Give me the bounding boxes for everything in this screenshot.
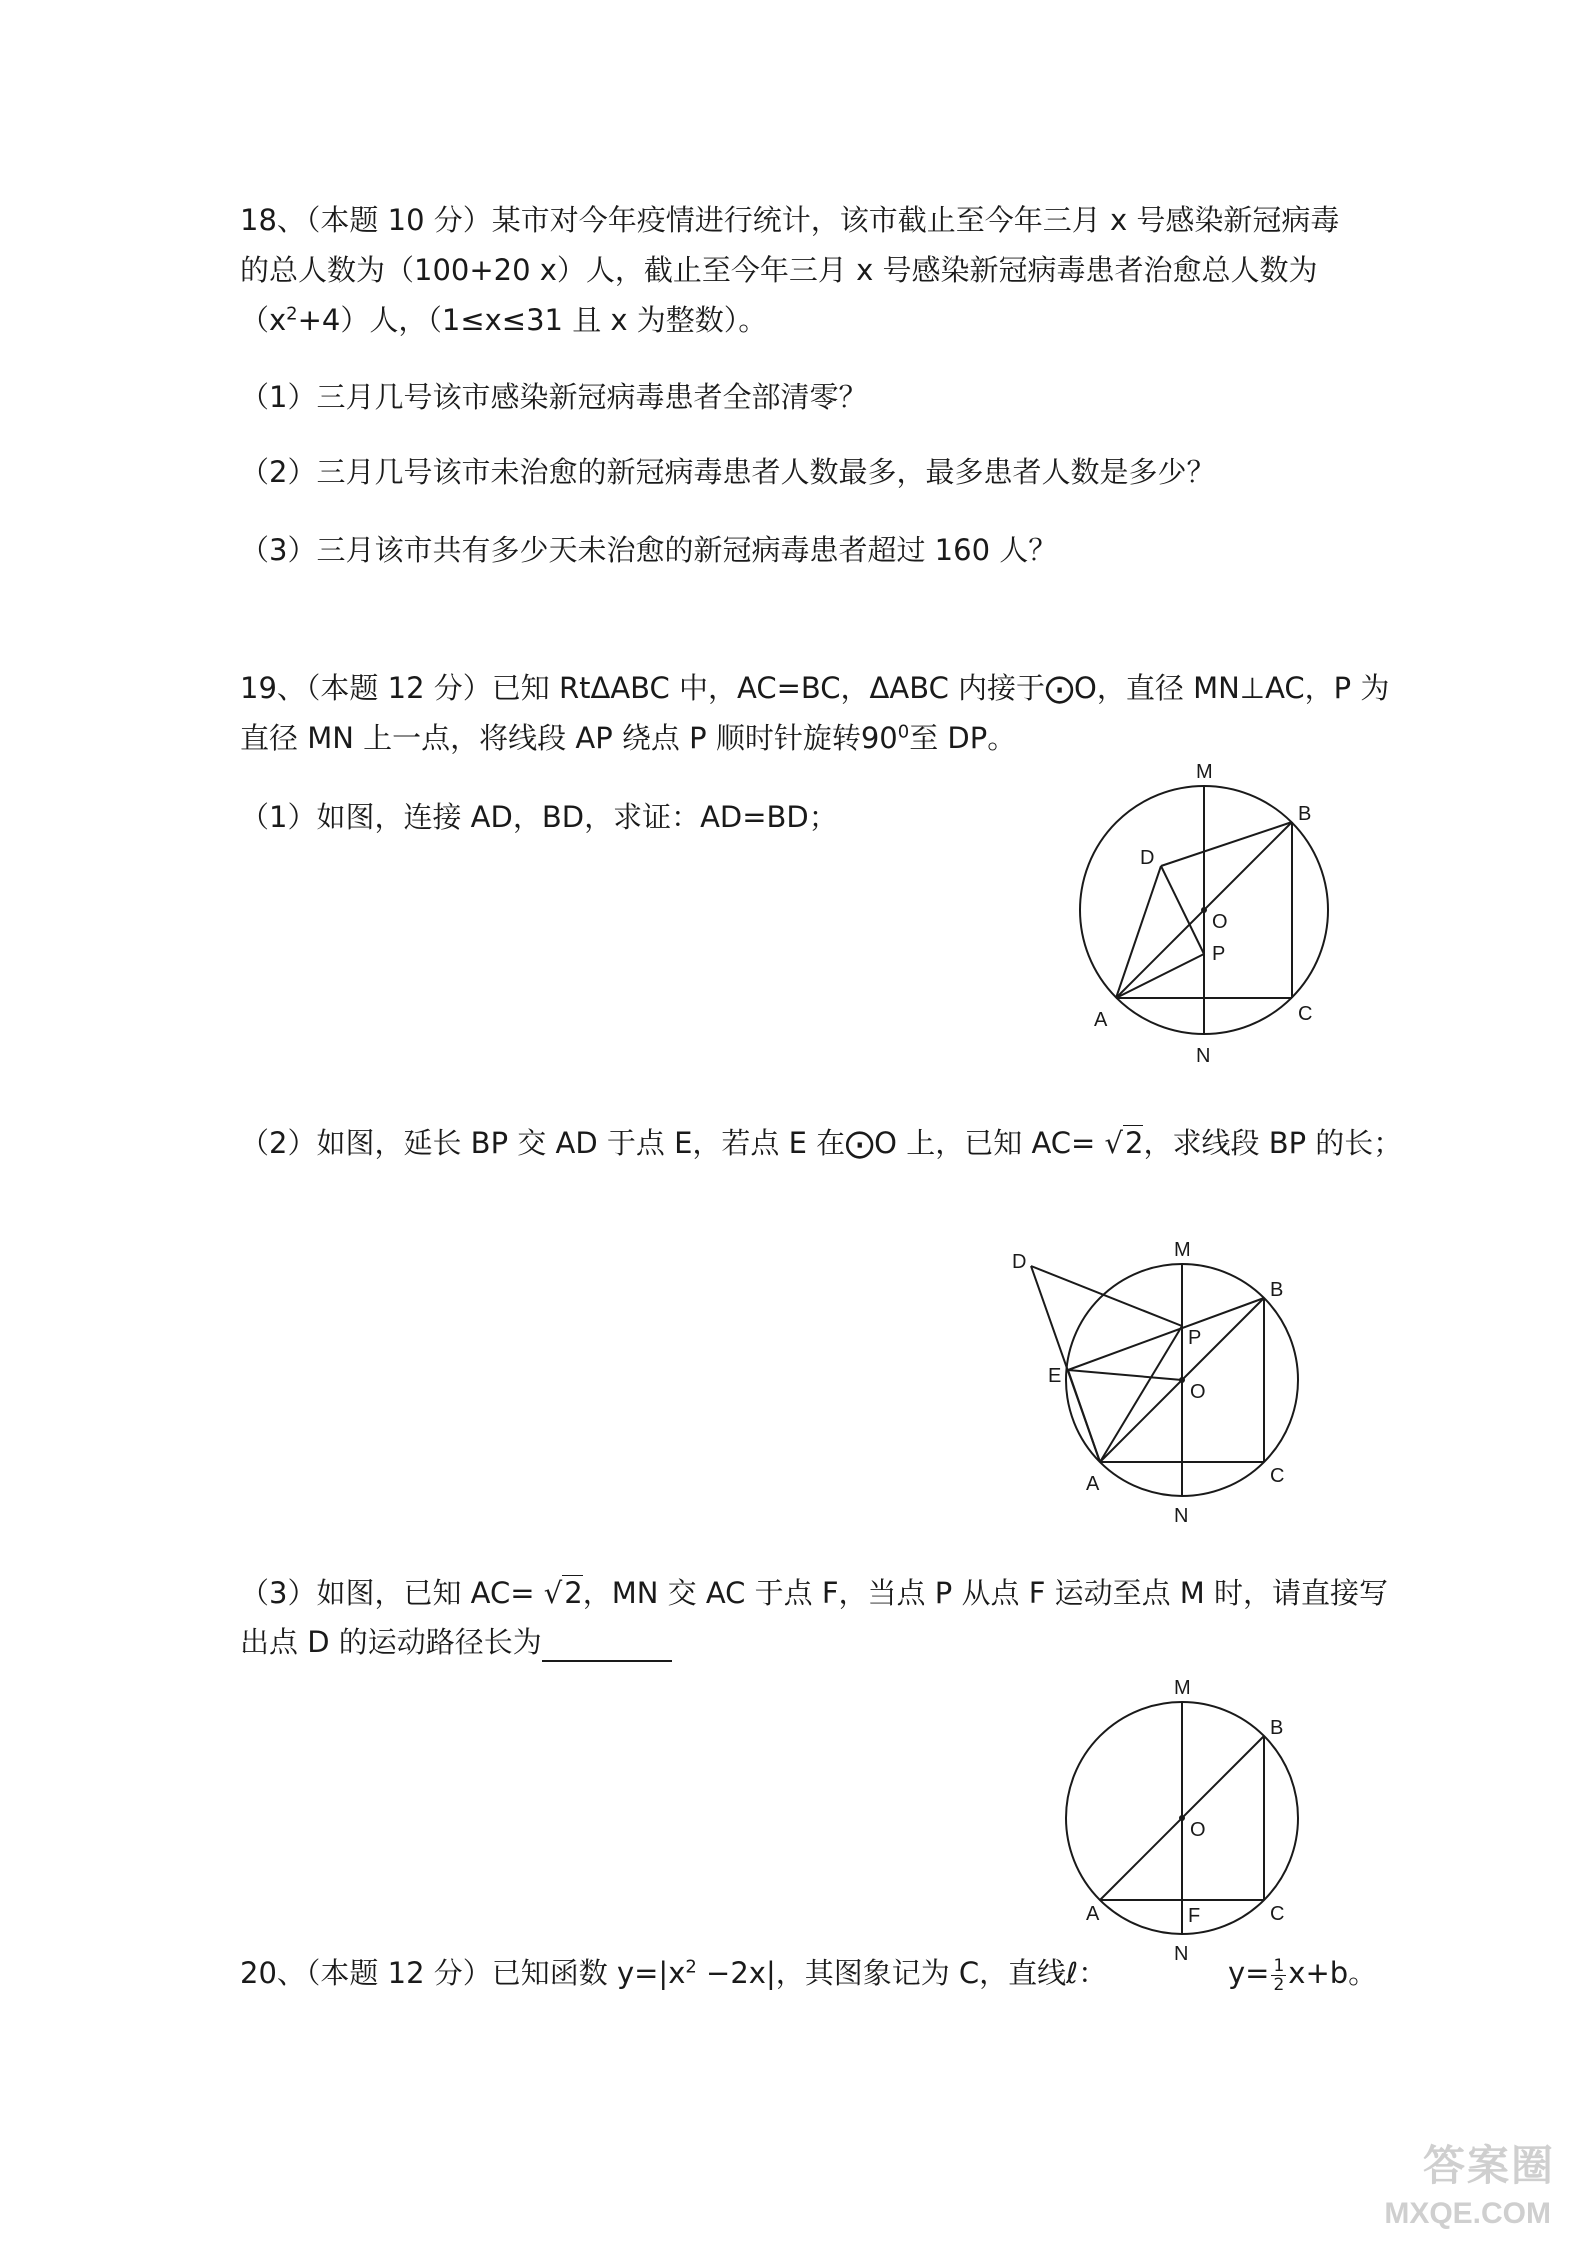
q20-line-equation: y= $\frac{1}{2}$ x+b。 xyxy=(1228,1955,1378,1995)
q18-sub3: （3）三月该市共有多少天未治愈的新冠病毒患者超过 160 人？ xyxy=(240,533,1058,567)
q19-sub2: （2）如图，延长 BP 交 AD 于点 E，若点 E 在⨀O 上，已知 AC= √2，求线段 BP 的长； xyxy=(240,1126,1403,1160)
fig2-label-E: E xyxy=(1048,1365,1062,1387)
fig2-segment-AP xyxy=(1100,1326,1182,1462)
fig2-label-A: A xyxy=(1086,1473,1100,1495)
fig2-segment-DP xyxy=(1031,1266,1182,1326)
watermark-url: MXQE.COM xyxy=(1384,2197,1551,2230)
fig3-label-M: M xyxy=(1174,1677,1191,1699)
fig2-segment-EB xyxy=(1068,1298,1264,1370)
fig3-label-A: A xyxy=(1086,1903,1100,1925)
fig3-label-O: O xyxy=(1190,1819,1206,1841)
fig1-label-B: B xyxy=(1298,803,1312,825)
fig2-label-B: B xyxy=(1270,1279,1284,1301)
fig2-segment-EO xyxy=(1068,1370,1182,1380)
q19-sub3-line2: 出点 D 的运动路径长为 xyxy=(240,1622,672,1662)
fig2-label-C: C xyxy=(1270,1465,1285,1487)
fig1-segment-DB xyxy=(1161,822,1292,866)
fig1-center-dot xyxy=(1201,907,1207,913)
fig2-label-P: P xyxy=(1188,1327,1202,1349)
sqrt-symbol: √ xyxy=(543,1576,563,1610)
fig1-label-A: A xyxy=(1094,1009,1108,1031)
q19-sub1: （1）如图，连接 AD，BD，求证：AD=BD； xyxy=(240,800,838,834)
fig2-label-M: M xyxy=(1174,1239,1191,1261)
watermark-logo: 答案圈 xyxy=(1422,2142,1555,2189)
fig1-label-N: N xyxy=(1196,1045,1211,1067)
q18-line3: $(x^2+4)$人，（1≤x≤31 且 x 为整数）。 xyxy=(240,303,768,337)
q20-line: 20、（本题 12 分）已知函数 $y=|x^2 -2x|$，其图象记为 C，直线ℓ： xyxy=(240,1956,1108,1990)
fig2-segment-EA xyxy=(1068,1370,1100,1462)
fig1-label-C: C xyxy=(1298,1003,1313,1025)
q18-sub2: （2）三月几号该市未治愈的新冠病毒患者人数最多，最多患者人数是多少？ xyxy=(240,455,1216,489)
figure-2 xyxy=(1031,1264,1298,1496)
q18-line2: 的总人数为（100+20 x）人，截止至今年三月 x 号感染新冠病毒患者治愈总人数为 xyxy=(240,253,1318,287)
fig1-segment-DP xyxy=(1161,866,1204,954)
q19-line2: 直径 MN 上一点，将线段 AP 绕点 P 顺时针旋转$90^0$至 DP。 xyxy=(240,721,1017,755)
fig3-label-B: B xyxy=(1270,1717,1284,1739)
fig3-label-C: C xyxy=(1270,1903,1285,1925)
fig2-label-N: N xyxy=(1174,1505,1189,1527)
q19-sub3-line1: （3）如图，已知 AC= √2，MN 交 AC 于点 F，当点 P 从点 F 运动至点 M 时，请直接写 xyxy=(240,1576,1389,1610)
q19-line1: 19、（本题 12 分）已知 RtΔABC 中，AC=BC，ΔABC 内接于⨀O，直径 MN⊥AC，P 为 xyxy=(240,671,1390,705)
q18-sub1: （1）三月几号该市感染新冠病毒患者全部清零？ xyxy=(240,380,868,414)
fig2-label-O: O xyxy=(1190,1381,1206,1403)
sqrt-symbol: √ xyxy=(1104,1126,1124,1160)
fig3-label-N: N xyxy=(1174,1943,1189,1965)
fig1-label-O: O xyxy=(1212,911,1228,933)
fig1-label-P: P xyxy=(1212,943,1226,965)
fig1-label-M: M xyxy=(1196,761,1213,783)
fig3-center-dot xyxy=(1179,1815,1185,1821)
fig2-center-dot xyxy=(1179,1377,1185,1383)
fraction-half: $\frac{1}{2}$ xyxy=(1273,1955,1285,1995)
fig2-label-D: D xyxy=(1012,1251,1027,1273)
fig3-label-F: F xyxy=(1188,1905,1201,1927)
q18-line1: 18、（本题 10 分）某市对今年疫情进行统计，该市截止至今年三月 x 号感染新冠病毒 xyxy=(240,203,1340,237)
fig1-label-D: D xyxy=(1140,847,1155,869)
